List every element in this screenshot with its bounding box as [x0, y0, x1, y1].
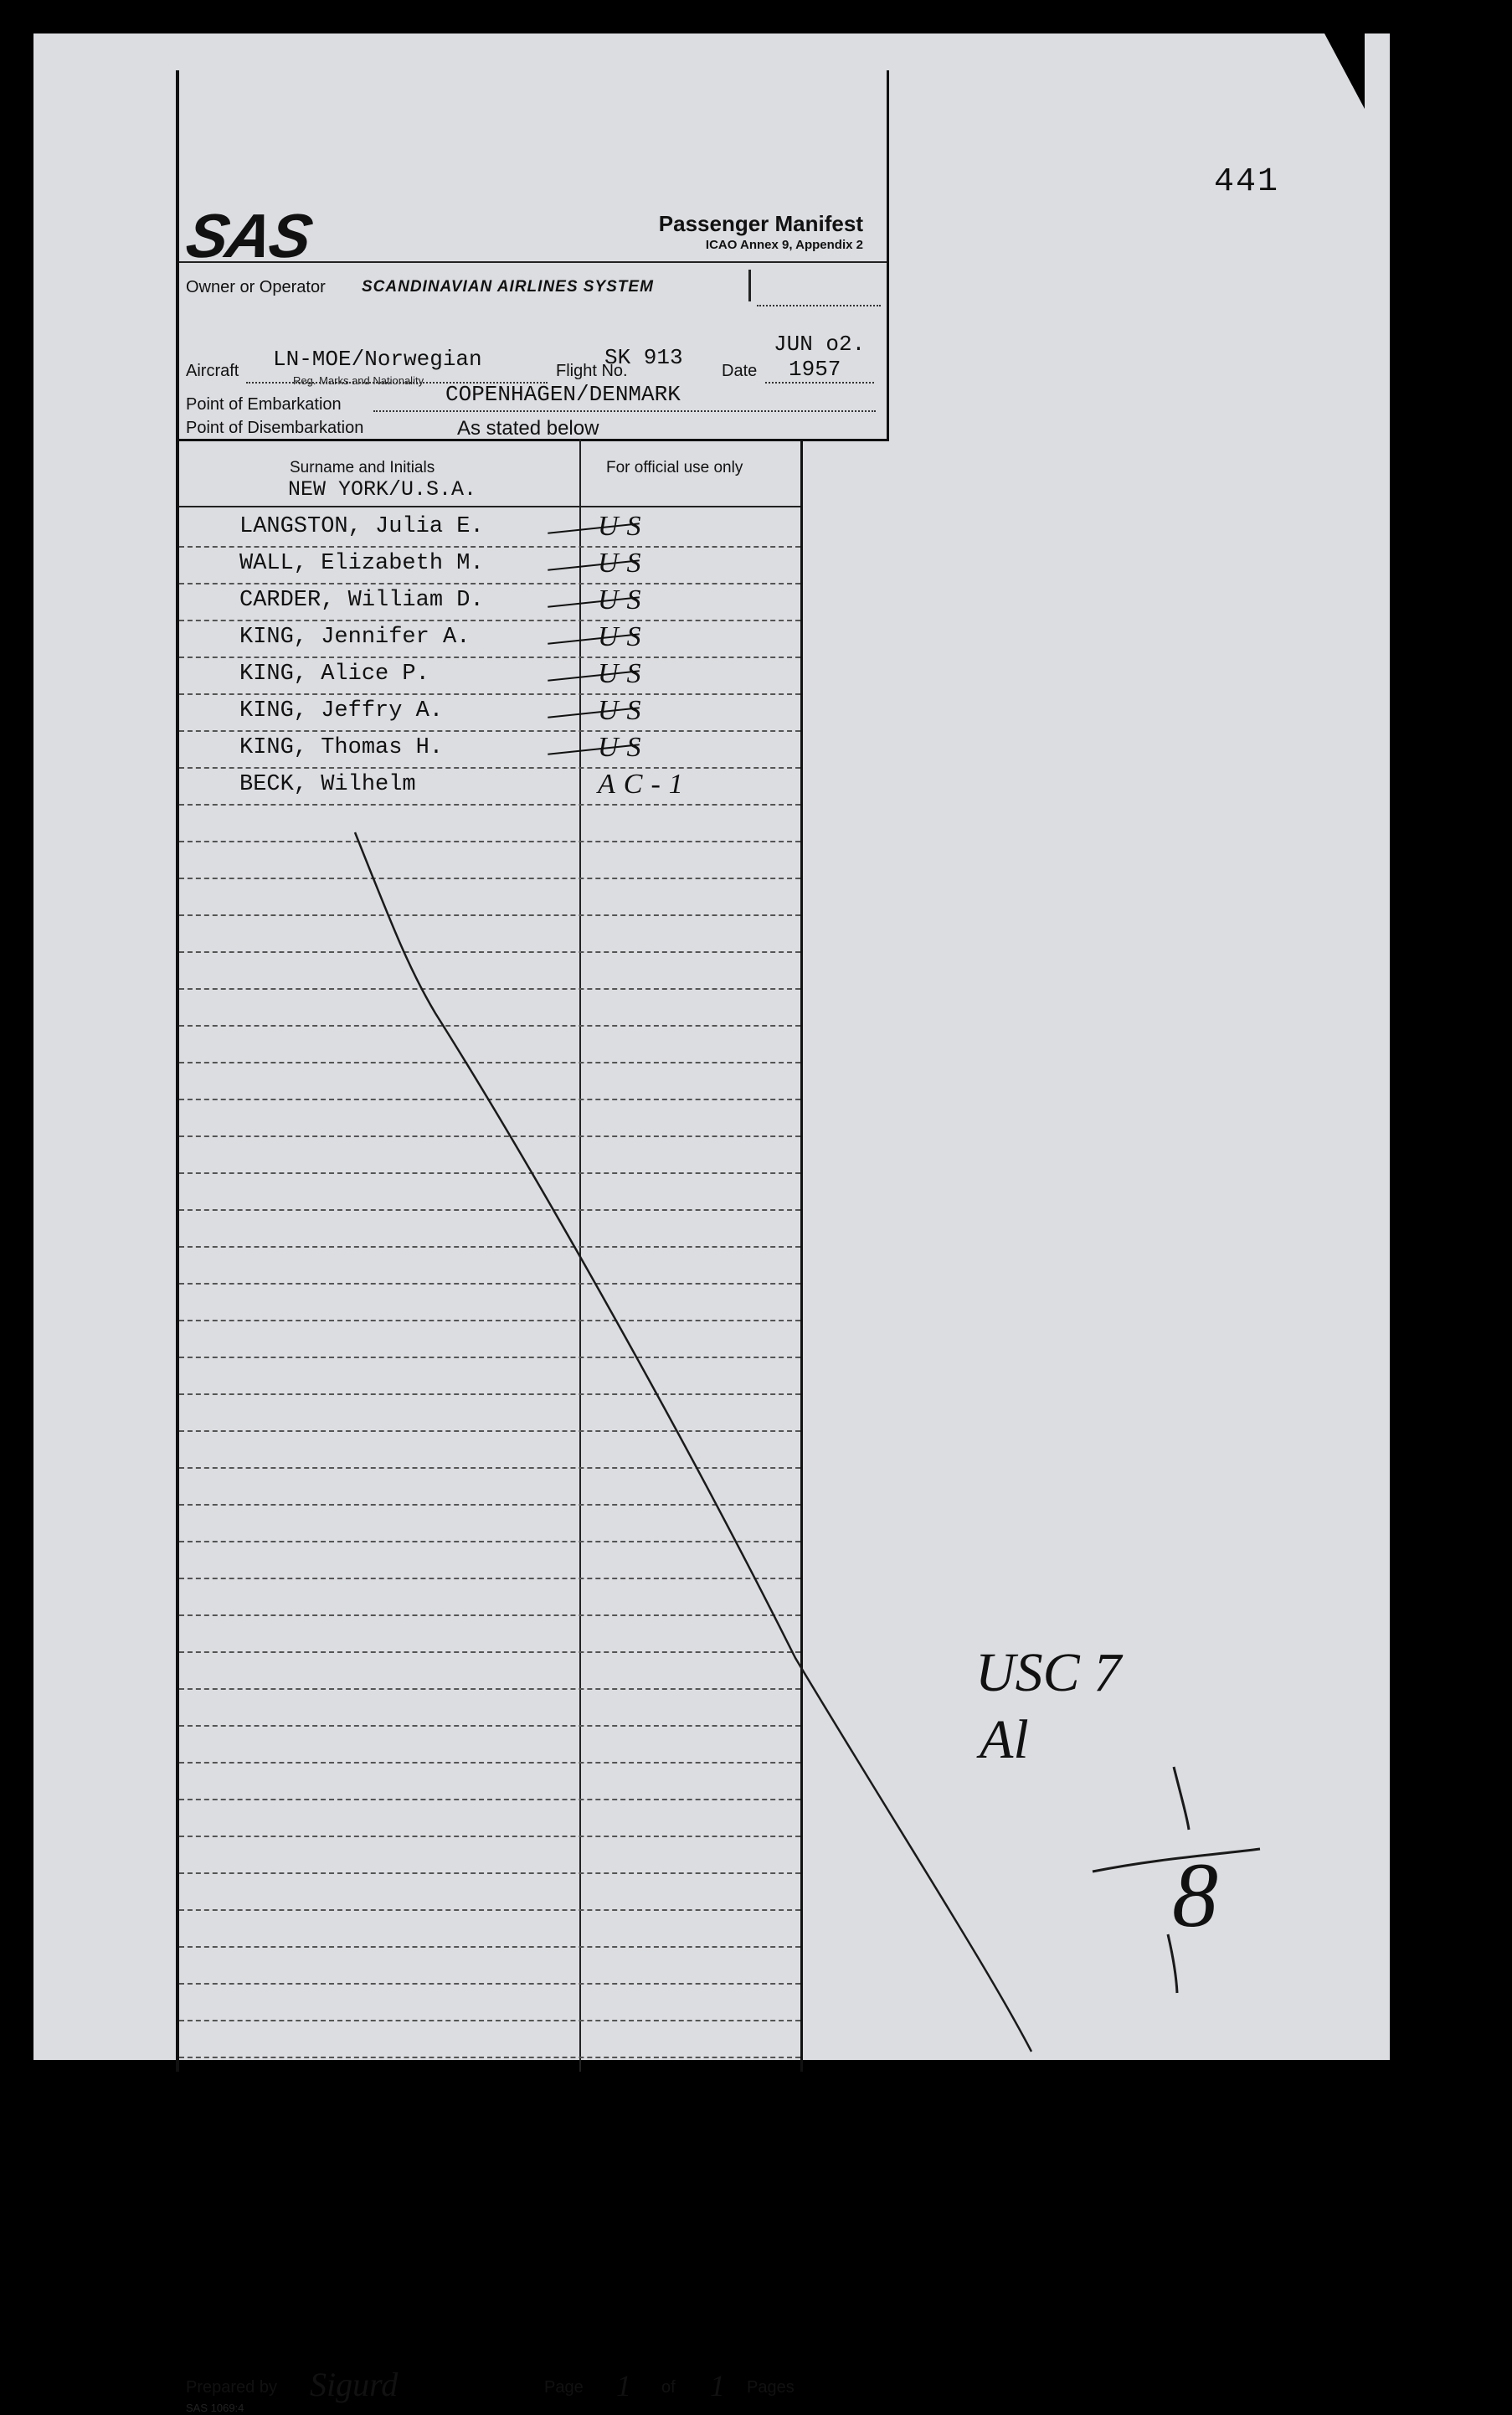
prepared-label: Prepared by: [186, 2378, 277, 2397]
aircraft-note: Reg. Marks and Nationality: [293, 374, 424, 387]
passenger-name: CARDER, William D.: [239, 588, 484, 613]
page-number: 441: [1214, 163, 1280, 201]
manifest-footer: [184, 2365, 804, 2415]
page-value: 1: [616, 2369, 631, 2402]
surname-column-header: Surname and Initials: [290, 459, 435, 476]
passenger-name: KING, Jeffry A.: [239, 698, 444, 723]
disembark-label: Point of Disembarkation: [186, 419, 364, 437]
official-column-header: For official use only: [606, 459, 743, 476]
flight-label: Flight No.: [556, 362, 628, 380]
destination-heading: NEW YORK/U.S.A.: [288, 477, 477, 502]
embark-label: Point of Embarkation: [186, 395, 342, 414]
form-code: SAS 1069:4: [186, 2402, 244, 2414]
prepared-signature: Sigurd: [310, 2366, 399, 2403]
passenger-name: LANGSTON, Julia E.: [239, 514, 484, 539]
official-mark: US: [598, 584, 650, 615]
annotation-al: Al: [980, 1709, 1029, 1770]
annotation-usc: USC 7: [975, 1642, 1122, 1703]
passenger-name: KING, Jennifer A.: [239, 625, 471, 650]
official-mark: US: [598, 621, 650, 652]
official-mark: US: [598, 658, 650, 689]
official-mark: AC-1: [598, 769, 692, 800]
pages-label: Pages: [747, 2378, 795, 2397]
official-mark: US: [598, 511, 650, 542]
annotation-stroke: [1174, 1767, 1189, 1830]
aircraft-label: Aircraft: [186, 362, 239, 380]
date-value-line1: JUN o2.: [774, 332, 866, 357]
flight-value: SK 913: [604, 345, 683, 370]
official-mark: US: [598, 548, 650, 579]
date-label: Date: [722, 362, 758, 380]
owner-value: SCANDINAVIAN AIRLINES SYSTEM: [362, 278, 654, 296]
aircraft-value: LN-MOE/Norwegian: [273, 347, 482, 372]
disembark-value: As stated below: [457, 417, 599, 440]
manifest-title: Passenger Manifest: [658, 211, 863, 236]
annotation-eight: 8: [1172, 1844, 1218, 1946]
page-label: Page: [544, 2378, 584, 2397]
sas-logo: SAS: [181, 201, 316, 270]
passenger-name: KING, Thomas H.: [239, 735, 444, 760]
passenger-name: BECK, Wilhelm: [239, 772, 416, 797]
passenger-name: KING, Alice P.: [239, 662, 429, 687]
of-value: 1: [710, 2369, 725, 2402]
passenger-name: WALL, Elizabeth M.: [239, 551, 484, 576]
owner-label: Owner or Operator: [186, 278, 326, 296]
date-value-line2: 1957: [789, 357, 841, 382]
official-mark: US: [598, 732, 650, 763]
of-label: of: [661, 2378, 676, 2397]
embark-value: COPENHAGEN/DENMARK: [445, 382, 681, 407]
official-mark: US: [598, 695, 650, 726]
manifest-subtitle: ICAO Annex 9, Appendix 2: [705, 238, 863, 252]
